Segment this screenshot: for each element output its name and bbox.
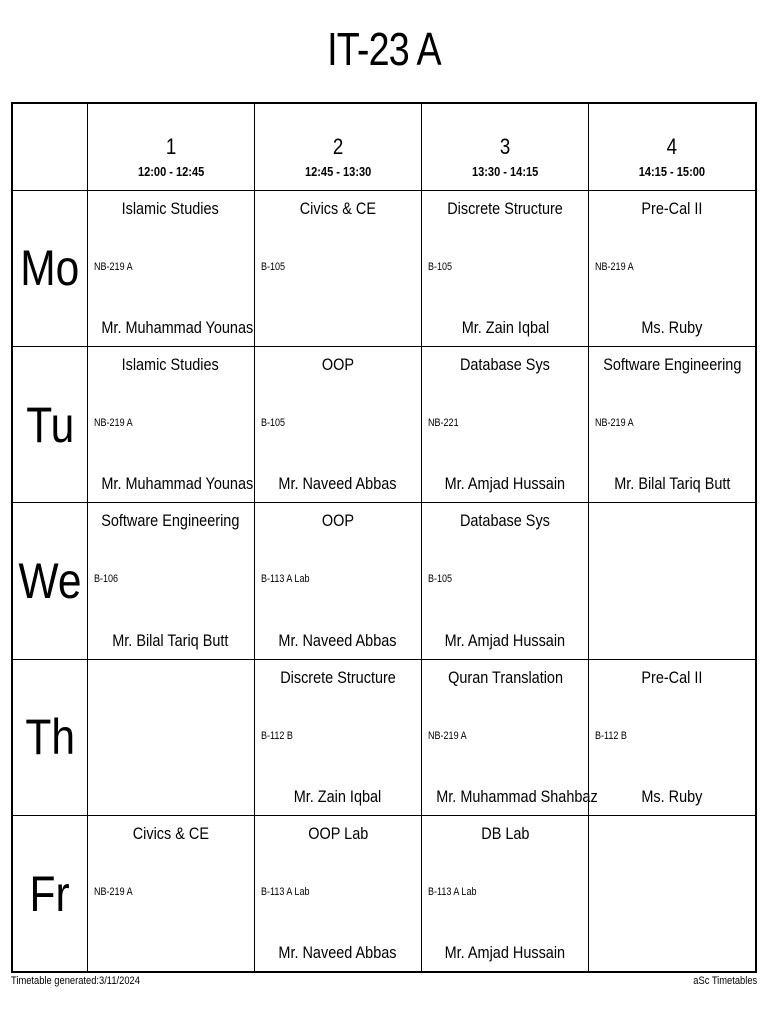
subject-name: Database Sys xyxy=(460,355,551,375)
teacher-name: Mr. Amjad Hussain xyxy=(444,630,566,650)
teacher-name: Ms. Ruby xyxy=(641,787,703,807)
room-label: B-105 xyxy=(260,417,285,430)
page-title: IT-23 A xyxy=(327,23,441,75)
room-label: NB-221 xyxy=(428,417,459,430)
lesson-cell xyxy=(87,816,254,972)
corner-cell xyxy=(12,103,87,190)
brand-label: aSc Timetables xyxy=(693,975,757,987)
room-label: B-112 B xyxy=(260,729,293,742)
room-label: B-113 A Lab xyxy=(260,886,310,899)
subject-name: Civics & CE xyxy=(299,198,377,218)
subject-name: Software Engineering xyxy=(603,355,742,375)
teacher-name: Mr. Naveed Abbas xyxy=(278,474,397,494)
day-label: Fr xyxy=(12,816,87,972)
period-time: 12:45 - 13:30 xyxy=(304,164,372,179)
room-label: NB-219 A xyxy=(93,417,133,430)
room-label: B-106 xyxy=(93,573,118,586)
lesson-cell xyxy=(589,659,756,815)
period-header-row xyxy=(12,103,756,190)
teacher-name: Ms. Ruby xyxy=(641,318,703,338)
day-label: Mo xyxy=(12,190,87,346)
period-header xyxy=(589,103,756,190)
room-label: NB-219 A xyxy=(428,729,467,742)
teacher-name xyxy=(88,787,254,807)
period-time: 13:30 - 14:15 xyxy=(471,164,539,179)
teacher-name xyxy=(255,318,421,338)
subject-name: Discrete Structure xyxy=(280,667,396,687)
lesson-cell xyxy=(254,816,421,972)
teacher-name: Mr. Muhammad Younas xyxy=(100,318,253,338)
day-row-wednesday xyxy=(12,503,756,659)
room-label: B-112 B xyxy=(595,729,628,742)
room-label: B-105 xyxy=(260,260,285,273)
period-number: 1 xyxy=(165,134,176,159)
lesson-cell xyxy=(87,190,254,346)
teacher-name: Mr. Muhammad Younas xyxy=(100,474,253,494)
day-row-friday xyxy=(12,816,756,972)
lesson-cell xyxy=(87,347,254,503)
subject-name xyxy=(88,668,254,688)
room-label: B-105 xyxy=(428,573,453,586)
empty-cell xyxy=(589,816,756,972)
teacher-name: Mr. Bilal Tariq Butt xyxy=(112,630,229,650)
empty-cell xyxy=(589,503,756,659)
generated-date: Timetable generated:3/11/2024 xyxy=(11,975,140,987)
room-label: NB-219 A xyxy=(595,417,634,430)
subject-name: Pre-Cal II xyxy=(641,667,703,687)
room-label: B-105 xyxy=(428,260,453,273)
room-label: NB-219 A xyxy=(93,260,133,273)
period-header xyxy=(87,103,254,190)
lesson-cell xyxy=(422,659,598,815)
subject-name: Discrete Structure xyxy=(447,198,563,218)
period-time: 14:15 - 15:00 xyxy=(638,164,706,179)
day-row-monday xyxy=(12,190,756,346)
teacher-name xyxy=(589,943,755,963)
lesson-cell xyxy=(87,503,254,659)
lesson-cell xyxy=(422,503,589,659)
teacher-name: Mr. Naveed Abbas xyxy=(278,630,397,650)
lesson-cell xyxy=(254,190,421,346)
period-number: 4 xyxy=(666,134,678,159)
subject-name: OOP Lab xyxy=(307,824,368,844)
day-label: Th xyxy=(12,659,87,815)
timetable xyxy=(11,102,757,973)
teacher-name: Mr. Bilal Tariq Butt xyxy=(614,474,731,494)
subject-name: Islamic Studies xyxy=(122,198,220,218)
subject-name: Islamic Studies xyxy=(122,355,220,375)
day-label: We xyxy=(12,503,87,659)
subject-name xyxy=(589,824,755,844)
subject-name: OOP xyxy=(321,511,354,531)
period-time: 12:00 - 12:45 xyxy=(137,164,204,179)
room-label: NB-219 A xyxy=(595,260,634,273)
lesson-cell xyxy=(254,503,421,659)
teacher-name: Mr. Muhammad Shahbaz xyxy=(436,787,598,807)
period-number: 3 xyxy=(499,134,511,159)
teacher-name: Mr. Naveed Abbas xyxy=(278,943,397,962)
subject-name: Quran Translation xyxy=(447,667,563,687)
period-header xyxy=(254,103,421,190)
teacher-name xyxy=(88,943,254,963)
lesson-cell xyxy=(589,347,756,503)
subject-name: Software Engineering xyxy=(101,511,240,531)
lesson-cell xyxy=(422,190,589,346)
subject-name: Civics & CE xyxy=(132,824,209,844)
subject-name: Database Sys xyxy=(460,511,551,531)
subject-name: DB Lab xyxy=(481,824,530,844)
room-label: B-113 A Lab xyxy=(260,573,310,586)
teacher-name: Mr. Zain Iqbal xyxy=(294,787,382,807)
teacher-name xyxy=(589,631,755,651)
teacher-name: Mr. Amjad Hussain xyxy=(444,943,566,962)
lesson-cell xyxy=(254,347,421,503)
subject-name: OOP xyxy=(321,355,354,375)
teacher-name: Mr. Amjad Hussain xyxy=(444,474,566,494)
teacher-name: Mr. Zain Iqbal xyxy=(461,318,549,338)
period-number: 2 xyxy=(332,134,344,159)
room-label: NB-219 A xyxy=(93,886,133,899)
lesson-cell xyxy=(422,347,589,503)
subject-name: Pre-Cal II xyxy=(641,198,703,218)
lesson-cell xyxy=(422,816,589,972)
subject-name xyxy=(589,511,755,531)
day-label: Tu xyxy=(12,347,87,503)
empty-cell xyxy=(87,659,254,815)
day-row-tuesday xyxy=(12,347,756,503)
lesson-cell xyxy=(589,190,756,346)
day-row-thursday xyxy=(12,659,756,815)
lesson-cell xyxy=(254,659,421,815)
period-header xyxy=(422,103,589,190)
room-label: B-113 A Lab xyxy=(428,886,477,899)
